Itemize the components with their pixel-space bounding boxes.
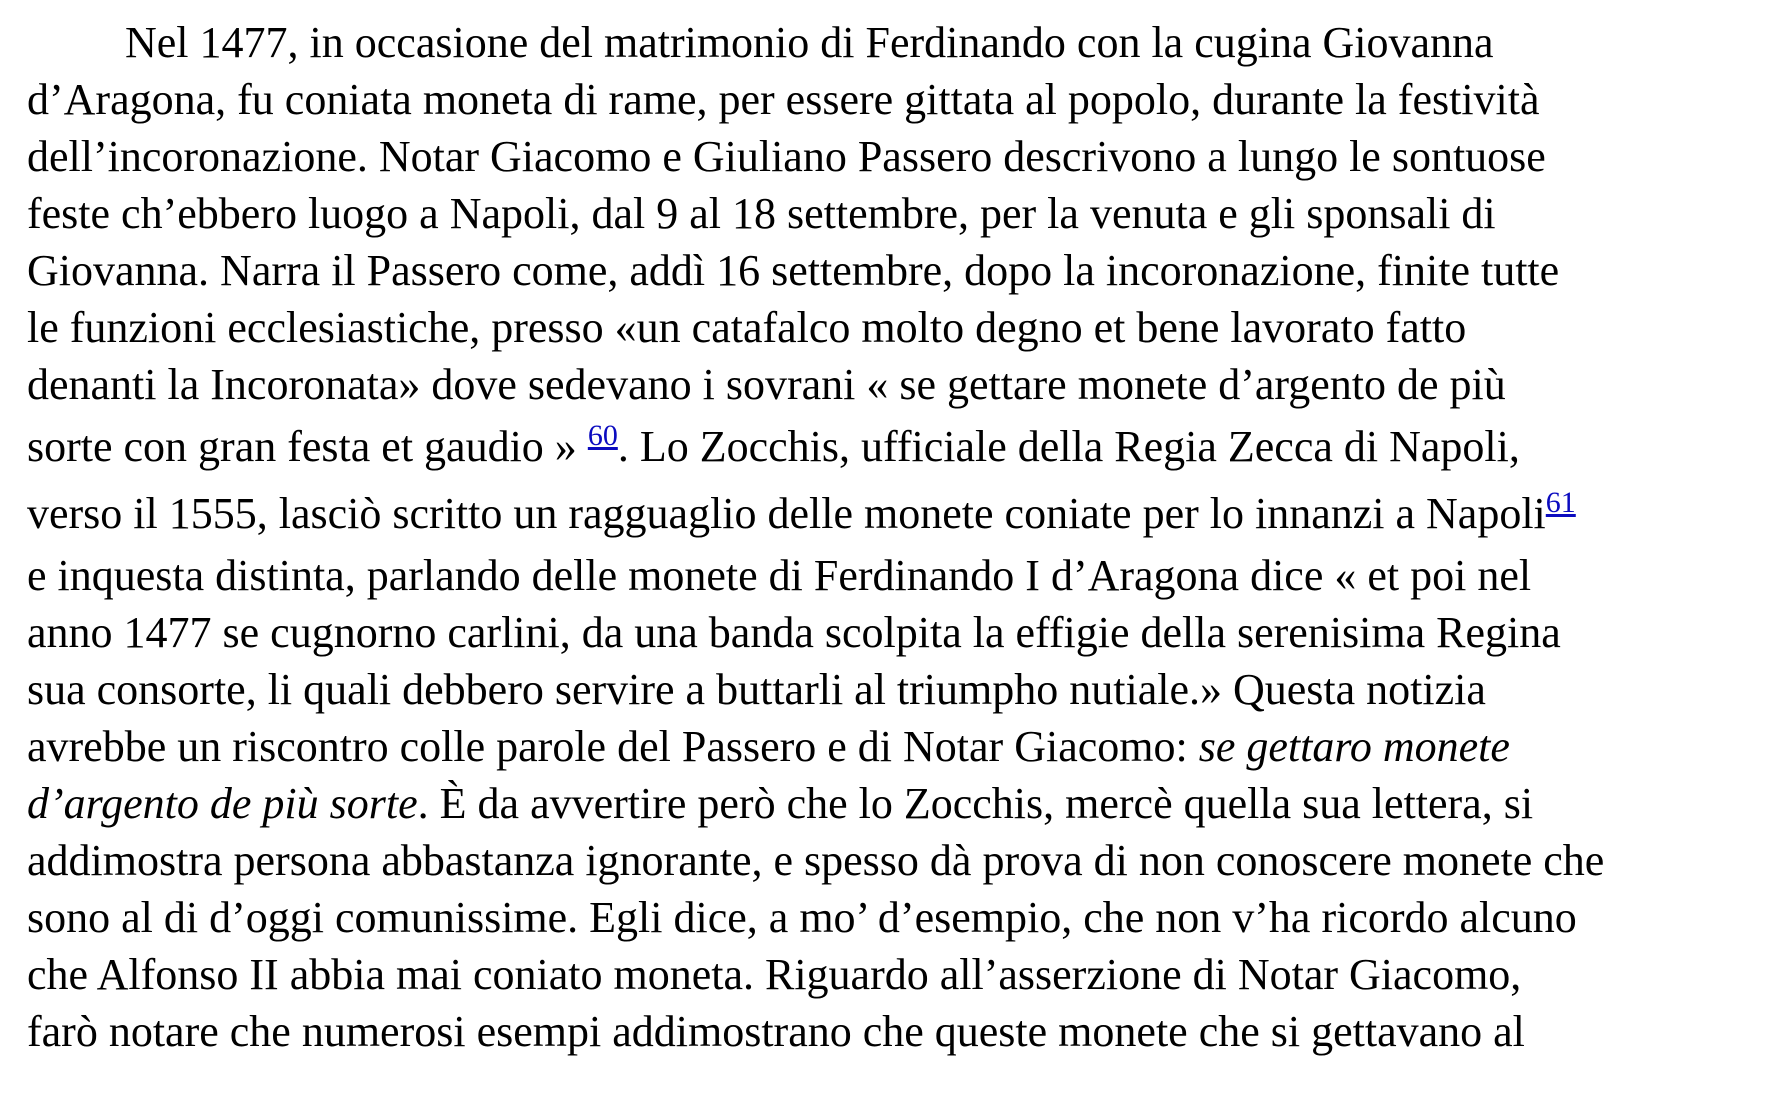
text-span: farò notare che numerosi esempi addimostrano che queste monete che si gettavano al — [27, 1007, 1525, 1056]
text-span: sono al di d’oggi comunissime. Egli dice, a mo’ d’esempio, che non v’ha ricordo alcuno — [27, 893, 1577, 942]
footnote-link-60[interactable]: 60 — [587, 419, 618, 452]
text-span: dell’incoronazione. Notar Giacomo e Giuliano Passero descrivono a lungo le sontuose — [27, 132, 1546, 181]
text-line — [27, 413, 1782, 480]
italic-quote: se gettaro monete — [1198, 722, 1510, 771]
italic-quote: d’argento de più sorte — [27, 779, 418, 828]
text-line — [27, 547, 1782, 604]
footnote-ref-60 — [588, 419, 618, 452]
text-line — [27, 604, 1782, 661]
text-line — [27, 128, 1782, 185]
text-line — [27, 242, 1782, 299]
text-line — [27, 718, 1782, 775]
text-line — [27, 299, 1782, 356]
text-line — [27, 71, 1782, 128]
document-body — [27, 14, 1782, 1060]
text-span: . È da avvertire però che lo Zocchis, mercè quella sua lettera, si — [417, 779, 1534, 828]
text-span: che Alfonso II abbia mai coniato moneta. Riguardo all’asserzione di Notar Giacomo, — [27, 950, 1522, 999]
text-line — [27, 832, 1782, 889]
text-line — [27, 185, 1782, 242]
text-line — [27, 889, 1782, 946]
text-span: Nel 1477, in occasione del matrimonio di Ferdinando con la cugina Giovanna — [125, 18, 1494, 67]
text-line — [27, 480, 1782, 547]
text-span: sorte con gran festa et gaudio » — [27, 422, 588, 471]
footnote-link-61[interactable]: 61 — [1545, 486, 1576, 519]
text-span: addimostra persona abbastanza ignorante, e spesso dà prova di non conoscere monete che — [27, 836, 1605, 885]
text-line — [27, 775, 1782, 832]
text-line — [27, 946, 1782, 1003]
text-line — [27, 661, 1782, 718]
footnote-ref-61 — [1546, 486, 1576, 519]
text-line — [27, 14, 1782, 71]
text-span: Giovanna. Narra il Passero come, addì 16 settembre, dopo la incoronazione, finite tutte — [27, 246, 1560, 295]
text-line — [27, 356, 1782, 413]
text-span: . Lo Zocchis, ufficiale della Regia Zecca di Napoli, — [617, 422, 1520, 471]
text-span: d’Aragona, fu coniata moneta di rame, per essere gittata al popolo, durante la festività — [27, 75, 1540, 124]
text-span: e inquesta distinta, parlando delle monete di Ferdinando I d’Aragona dice « et poi nel — [27, 551, 1532, 600]
text-span: le funzioni ecclesiastiche, presso «un catafalco molto degno et bene lavorato fatto — [27, 303, 1467, 352]
text-span: anno 1477 se cugnorno carlini, da una banda scolpita la effigie della serenisima Regina — [27, 608, 1561, 657]
text-span: sua consorte, li quali debbero servire a buttarli al triumpho nutiale.» Questa notizia — [27, 665, 1486, 714]
text-span: avrebbe un riscontro colle parole del Passero e di Notar Giacomo: — [27, 722, 1199, 771]
text-line — [27, 1003, 1782, 1060]
text-span: feste ch’ebbero luogo a Napoli, dal 9 al 18 settembre, per la venuta e gli sponsali di — [27, 189, 1496, 238]
text-span: denanti la Incoronata» dove sedevano i sovrani « se gettare monete d’argento de più — [27, 360, 1506, 409]
text-span: verso il 1555, lasciò scritto un ragguaglio delle monete coniate per lo innanzi a Napoli — [27, 489, 1546, 538]
